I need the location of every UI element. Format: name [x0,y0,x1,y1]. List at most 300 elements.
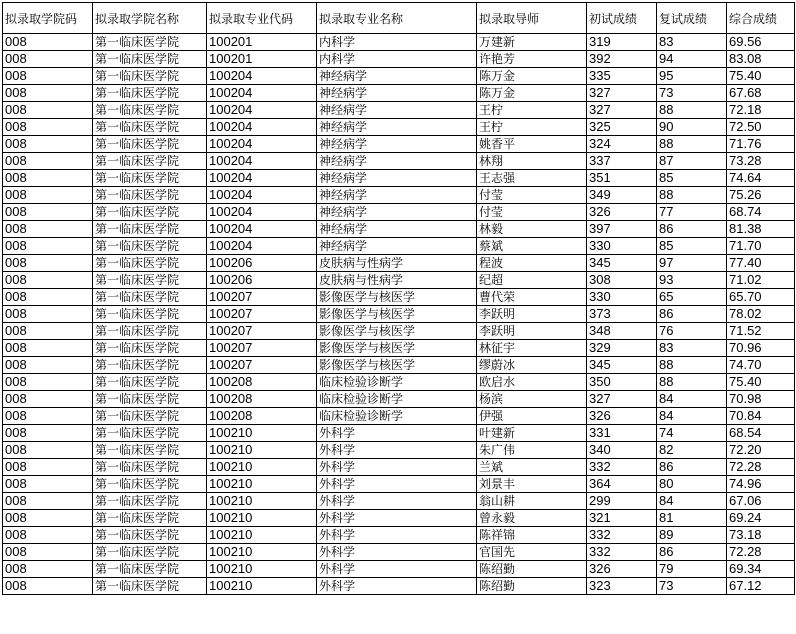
cell-retest-score: 76 [657,323,727,340]
cell-total-score: 70.84 [727,408,795,425]
cell-supervisor: 蔡斌 [477,238,587,255]
cell-college-name: 第一临床医学院 [93,340,207,357]
cell-total-score: 73.18 [727,527,795,544]
cell-retest-score: 84 [657,408,727,425]
cell-college-code: 008 [3,51,93,68]
cell-supervisor: 万建新 [477,34,587,51]
cell-major-code: 100210 [207,544,317,561]
cell-supervisor: 陈绍勤 [477,578,587,595]
table-row [3,340,795,357]
table-row [3,51,795,68]
table-row [3,306,795,323]
table-row [3,68,795,85]
cell-total-score: 70.96 [727,340,795,357]
cell-supervisor: 朱广伟 [477,442,587,459]
cell-major-code: 100210 [207,442,317,459]
cell-college-code: 008 [3,323,93,340]
cell-total-score: 68.54 [727,425,795,442]
cell-major-code: 100204 [207,119,317,136]
table-row [3,442,795,459]
header-college-code: 拟录取学院码 [3,3,93,34]
cell-major-code: 100210 [207,510,317,527]
cell-college-name: 第一临床医学院 [93,374,207,391]
header-initial-score: 初试成绩 [587,3,657,34]
cell-retest-score: 80 [657,476,727,493]
cell-major-name: 影像医学与核医学 [317,306,477,323]
cell-college-code: 008 [3,391,93,408]
cell-initial-score: 319 [587,34,657,51]
cell-retest-score: 85 [657,170,727,187]
cell-major-code: 100210 [207,425,317,442]
cell-retest-score: 88 [657,102,727,119]
cell-college-code: 008 [3,221,93,238]
cell-retest-score: 88 [657,357,727,374]
cell-college-code: 008 [3,187,93,204]
cell-college-name: 第一临床医学院 [93,289,207,306]
cell-college-code: 008 [3,561,93,578]
header-supervisor: 拟录取导师 [477,3,587,34]
cell-college-code: 008 [3,544,93,561]
cell-college-code: 008 [3,510,93,527]
cell-major-name: 内科学 [317,34,477,51]
table-row [3,374,795,391]
cell-total-score: 67.12 [727,578,795,595]
cell-major-name: 外科学 [317,561,477,578]
cell-college-name: 第一临床医学院 [93,459,207,476]
cell-initial-score: 373 [587,306,657,323]
cell-college-name: 第一临床医学院 [93,510,207,527]
cell-total-score: 68.74 [727,204,795,221]
cell-total-score: 69.24 [727,510,795,527]
cell-retest-score: 84 [657,493,727,510]
cell-college-code: 008 [3,578,93,595]
cell-major-name: 外科学 [317,425,477,442]
cell-major-code: 100204 [207,238,317,255]
table-row [3,85,795,102]
table-row [3,323,795,340]
cell-college-name: 第一临床医学院 [93,170,207,187]
cell-major-code: 100204 [207,136,317,153]
table-row [3,255,795,272]
cell-college-name: 第一临床医学院 [93,578,207,595]
table-row [3,425,795,442]
cell-college-code: 008 [3,527,93,544]
cell-major-name: 外科学 [317,476,477,493]
table-row [3,272,795,289]
cell-initial-score: 349 [587,187,657,204]
cell-retest-score: 73 [657,85,727,102]
cell-supervisor: 伊强 [477,408,587,425]
cell-major-name: 外科学 [317,459,477,476]
cell-major-name: 外科学 [317,527,477,544]
cell-retest-score: 93 [657,272,727,289]
table-row [3,578,795,595]
cell-total-score: 65.70 [727,289,795,306]
cell-total-score: 77.40 [727,255,795,272]
cell-retest-score: 86 [657,306,727,323]
table-row [3,221,795,238]
cell-total-score: 71.76 [727,136,795,153]
cell-retest-score: 88 [657,136,727,153]
header-total-score: 综合成绩 [727,3,795,34]
header-retest-score: 复试成绩 [657,3,727,34]
cell-college-code: 008 [3,357,93,374]
cell-initial-score: 326 [587,204,657,221]
cell-total-score: 83.08 [727,51,795,68]
cell-retest-score: 97 [657,255,727,272]
cell-major-code: 100207 [207,306,317,323]
cell-retest-score: 82 [657,442,727,459]
cell-major-code: 100201 [207,34,317,51]
cell-college-code: 008 [3,408,93,425]
cell-major-name: 神经病学 [317,221,477,238]
cell-major-name: 影像医学与核医学 [317,357,477,374]
cell-college-name: 第一临床医学院 [93,119,207,136]
cell-total-score: 74.70 [727,357,795,374]
cell-total-score: 69.34 [727,561,795,578]
cell-initial-score: 332 [587,544,657,561]
cell-retest-score: 86 [657,221,727,238]
cell-initial-score: 327 [587,391,657,408]
cell-college-name: 第一临床医学院 [93,34,207,51]
cell-college-name: 第一临床医学院 [93,51,207,68]
cell-supervisor: 曹代荣 [477,289,587,306]
cell-supervisor: 许艳芳 [477,51,587,68]
table-row [3,408,795,425]
cell-supervisor: 姚香平 [477,136,587,153]
cell-major-name: 神经病学 [317,68,477,85]
cell-college-name: 第一临床医学院 [93,255,207,272]
table-row [3,476,795,493]
cell-major-name: 临床检验诊断学 [317,391,477,408]
cell-college-name: 第一临床医学院 [93,357,207,374]
cell-initial-score: 330 [587,289,657,306]
cell-supervisor: 程波 [477,255,587,272]
table-row [3,153,795,170]
table-row [3,459,795,476]
cell-total-score: 75.26 [727,187,795,204]
cell-major-name: 内科学 [317,51,477,68]
cell-college-code: 008 [3,425,93,442]
cell-initial-score: 345 [587,357,657,374]
cell-supervisor: 曾永毅 [477,510,587,527]
cell-retest-score: 88 [657,187,727,204]
cell-major-code: 100207 [207,323,317,340]
cell-supervisor: 兰斌 [477,459,587,476]
cell-major-code: 100204 [207,102,317,119]
cell-major-name: 临床检验诊断学 [317,374,477,391]
cell-college-name: 第一临床医学院 [93,544,207,561]
cell-major-name: 皮肤病与性病学 [317,255,477,272]
cell-major-code: 100210 [207,459,317,476]
cell-college-name: 第一临床医学院 [93,561,207,578]
table-row [3,544,795,561]
cell-college-name: 第一临床医学院 [93,391,207,408]
cell-initial-score: 321 [587,510,657,527]
cell-major-code: 100206 [207,272,317,289]
table-row [3,527,795,544]
cell-total-score: 72.28 [727,459,795,476]
cell-major-name: 神经病学 [317,238,477,255]
cell-supervisor: 王柠 [477,102,587,119]
cell-total-score: 69.56 [727,34,795,51]
table-row [3,561,795,578]
cell-total-score: 72.18 [727,102,795,119]
cell-college-name: 第一临床医学院 [93,221,207,238]
cell-retest-score: 81 [657,510,727,527]
cell-retest-score: 79 [657,561,727,578]
cell-supervisor: 陈绍勤 [477,561,587,578]
cell-major-name: 外科学 [317,493,477,510]
cell-college-code: 008 [3,153,93,170]
cell-major-code: 100207 [207,289,317,306]
cell-supervisor: 翁山耕 [477,493,587,510]
cell-total-score: 70.98 [727,391,795,408]
cell-college-code: 008 [3,374,93,391]
cell-total-score: 72.28 [727,544,795,561]
header-major-code: 拟录取专业代码 [207,3,317,34]
cell-retest-score: 65 [657,289,727,306]
cell-major-name: 外科学 [317,510,477,527]
cell-total-score: 67.06 [727,493,795,510]
cell-major-code: 100210 [207,493,317,510]
cell-college-code: 008 [3,289,93,306]
cell-supervisor: 官国先 [477,544,587,561]
cell-college-name: 第一临床医学院 [93,306,207,323]
cell-initial-score: 326 [587,408,657,425]
cell-initial-score: 397 [587,221,657,238]
cell-supervisor: 李跃明 [477,323,587,340]
table-row [3,204,795,221]
cell-college-code: 008 [3,85,93,102]
cell-major-code: 100208 [207,391,317,408]
cell-retest-score: 87 [657,153,727,170]
cell-total-score: 73.28 [727,153,795,170]
cell-retest-score: 83 [657,34,727,51]
cell-major-name: 神经病学 [317,119,477,136]
cell-supervisor: 李跃明 [477,306,587,323]
cell-college-code: 008 [3,255,93,272]
cell-supervisor: 欧启水 [477,374,587,391]
cell-major-name: 外科学 [317,442,477,459]
cell-major-name: 影像医学与核医学 [317,323,477,340]
cell-initial-score: 308 [587,272,657,289]
cell-college-code: 008 [3,238,93,255]
table-row [3,119,795,136]
cell-supervisor: 杨滨 [477,391,587,408]
cell-initial-score: 332 [587,527,657,544]
cell-college-name: 第一临床医学院 [93,204,207,221]
cell-major-name: 神经病学 [317,153,477,170]
table-row [3,170,795,187]
cell-college-code: 008 [3,459,93,476]
cell-supervisor: 林征宇 [477,340,587,357]
cell-retest-score: 84 [657,391,727,408]
cell-supervisor: 陈万金 [477,68,587,85]
cell-major-code: 100204 [207,153,317,170]
header-row [3,3,795,34]
cell-initial-score: 299 [587,493,657,510]
cell-college-code: 008 [3,119,93,136]
cell-total-score: 72.20 [727,442,795,459]
cell-initial-score: 350 [587,374,657,391]
cell-retest-score: 94 [657,51,727,68]
cell-total-score: 74.96 [727,476,795,493]
cell-college-code: 008 [3,340,93,357]
cell-total-score: 71.52 [727,323,795,340]
cell-retest-score: 95 [657,68,727,85]
table-row [3,493,795,510]
cell-supervisor: 刘景丰 [477,476,587,493]
cell-college-name: 第一临床医学院 [93,85,207,102]
cell-college-name: 第一临床医学院 [93,102,207,119]
cell-retest-score: 89 [657,527,727,544]
cell-initial-score: 348 [587,323,657,340]
cell-supervisor: 付莹 [477,187,587,204]
cell-total-score: 75.40 [727,68,795,85]
cell-major-code: 100208 [207,408,317,425]
table-row [3,391,795,408]
cell-supervisor: 王柠 [477,119,587,136]
cell-initial-score: 325 [587,119,657,136]
cell-college-name: 第一临床医学院 [93,136,207,153]
cell-college-name: 第一临床医学院 [93,153,207,170]
cell-major-code: 100207 [207,340,317,357]
cell-initial-score: 351 [587,170,657,187]
cell-initial-score: 345 [587,255,657,272]
cell-supervisor: 林翔 [477,153,587,170]
cell-major-code: 100204 [207,221,317,238]
cell-total-score: 78.02 [727,306,795,323]
cell-supervisor: 纪超 [477,272,587,289]
cell-major-code: 100210 [207,527,317,544]
cell-major-name: 外科学 [317,578,477,595]
cell-major-name: 临床检验诊断学 [317,408,477,425]
cell-total-score: 67.68 [727,85,795,102]
table-row [3,34,795,51]
cell-college-name: 第一临床医学院 [93,442,207,459]
cell-college-code: 008 [3,136,93,153]
cell-college-name: 第一临床医学院 [93,68,207,85]
cell-college-name: 第一临床医学院 [93,527,207,544]
cell-college-name: 第一临床医学院 [93,238,207,255]
admission-table [2,2,795,595]
cell-initial-score: 326 [587,561,657,578]
cell-supervisor: 叶建新 [477,425,587,442]
cell-initial-score: 324 [587,136,657,153]
cell-supervisor: 王志强 [477,170,587,187]
cell-initial-score: 329 [587,340,657,357]
cell-supervisor: 林毅 [477,221,587,238]
cell-supervisor: 陈祥锦 [477,527,587,544]
cell-total-score: 74.64 [727,170,795,187]
cell-initial-score: 335 [587,68,657,85]
cell-college-name: 第一临床医学院 [93,272,207,289]
cell-major-name: 神经病学 [317,187,477,204]
cell-college-code: 008 [3,170,93,187]
cell-college-name: 第一临床医学院 [93,187,207,204]
cell-major-code: 100204 [207,85,317,102]
cell-college-code: 008 [3,102,93,119]
cell-retest-score: 85 [657,238,727,255]
cell-initial-score: 392 [587,51,657,68]
cell-major-name: 神经病学 [317,85,477,102]
cell-retest-score: 86 [657,544,727,561]
cell-major-code: 100204 [207,170,317,187]
cell-college-code: 008 [3,68,93,85]
cell-major-code: 100201 [207,51,317,68]
cell-college-code: 008 [3,34,93,51]
cell-initial-score: 331 [587,425,657,442]
cell-retest-score: 73 [657,578,727,595]
cell-total-score: 71.02 [727,272,795,289]
cell-major-code: 100206 [207,255,317,272]
cell-supervisor: 缪蔚冰 [477,357,587,374]
table-row [3,187,795,204]
cell-major-name: 外科学 [317,544,477,561]
cell-college-name: 第一临床医学院 [93,425,207,442]
cell-major-code: 100210 [207,476,317,493]
cell-major-code: 100204 [207,204,317,221]
cell-initial-score: 332 [587,459,657,476]
cell-total-score: 81.38 [727,221,795,238]
table-body [3,34,795,595]
table-row [3,136,795,153]
cell-retest-score: 86 [657,459,727,476]
cell-major-code: 100210 [207,561,317,578]
header-major-name: 拟录取专业名称 [317,3,477,34]
cell-major-code: 100204 [207,68,317,85]
cell-supervisor: 付莹 [477,204,587,221]
cell-college-code: 008 [3,204,93,221]
cell-major-code: 100210 [207,578,317,595]
cell-major-code: 100207 [207,357,317,374]
cell-major-name: 影像医学与核医学 [317,289,477,306]
cell-college-name: 第一临床医学院 [93,408,207,425]
cell-major-code: 100208 [207,374,317,391]
cell-initial-score: 340 [587,442,657,459]
cell-major-code: 100204 [207,187,317,204]
cell-college-name: 第一临床医学院 [93,323,207,340]
cell-total-score: 71.70 [727,238,795,255]
cell-major-name: 影像医学与核医学 [317,340,477,357]
table-row [3,102,795,119]
cell-retest-score: 88 [657,374,727,391]
cell-major-name: 神经病学 [317,102,477,119]
cell-total-score: 72.50 [727,119,795,136]
cell-college-name: 第一临床医学院 [93,476,207,493]
cell-major-name: 神经病学 [317,136,477,153]
cell-college-name: 第一临床医学院 [93,493,207,510]
header-college-name: 拟录取学院名称 [93,3,207,34]
cell-major-name: 神经病学 [317,204,477,221]
cell-initial-score: 327 [587,85,657,102]
table-row [3,357,795,374]
cell-retest-score: 90 [657,119,727,136]
cell-retest-score: 83 [657,340,727,357]
cell-college-code: 008 [3,476,93,493]
table-row [3,289,795,306]
cell-supervisor: 陈万金 [477,85,587,102]
cell-initial-score: 323 [587,578,657,595]
cell-college-code: 008 [3,272,93,289]
cell-initial-score: 337 [587,153,657,170]
cell-retest-score: 74 [657,425,727,442]
table-row [3,510,795,527]
table-row [3,238,795,255]
cell-college-code: 008 [3,306,93,323]
cell-major-name: 神经病学 [317,170,477,187]
